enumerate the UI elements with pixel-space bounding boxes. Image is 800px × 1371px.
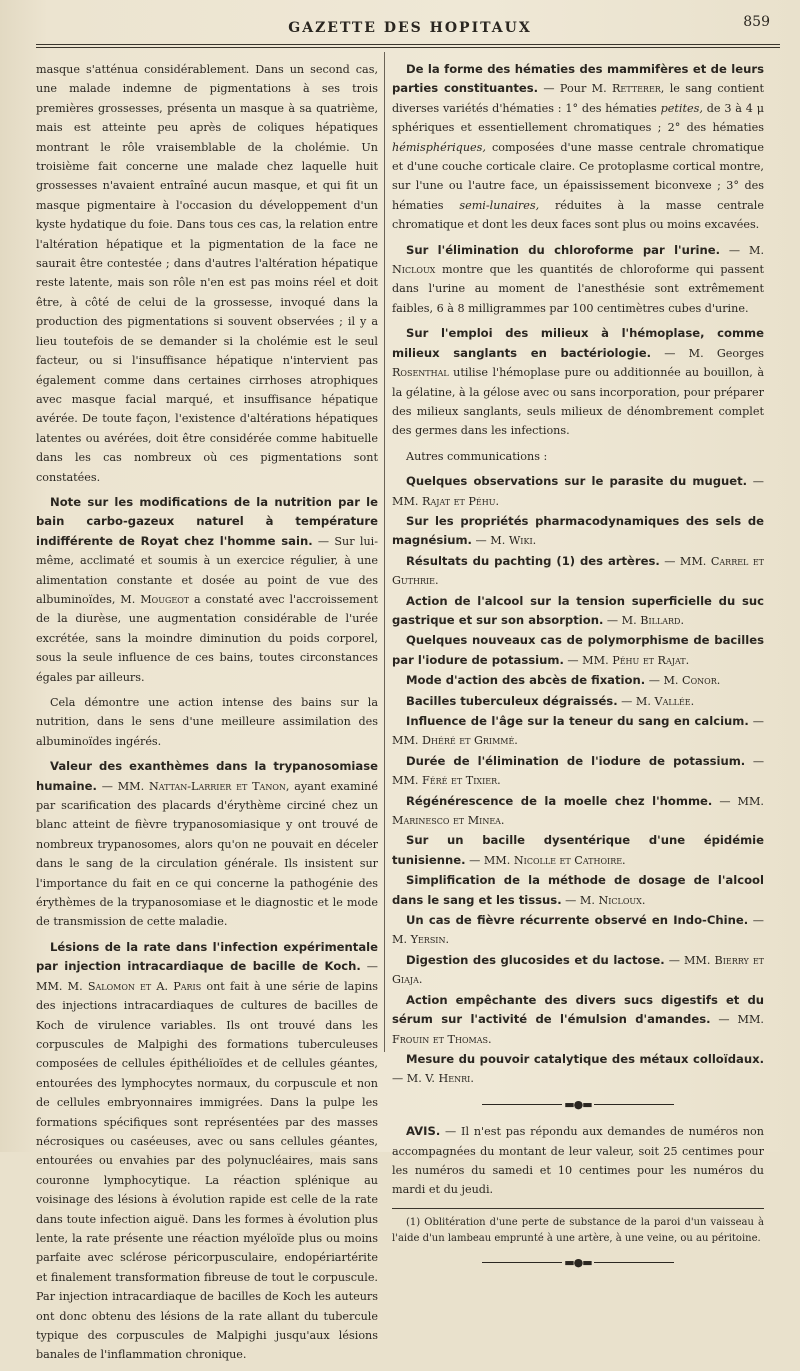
text: — M. bbox=[603, 613, 641, 627]
text: — MM. M. bbox=[36, 960, 378, 993]
communication-title: Mesure du pouvoir catalytique des métaux colloïdaux. bbox=[406, 1051, 764, 1066]
communication-title: Résultats du pachting (1) des artères. bbox=[406, 553, 660, 568]
author-name: Retterer, bbox=[612, 82, 665, 96]
author-name: Rajat et Péhu. bbox=[422, 494, 500, 508]
communication-item bbox=[392, 991, 764, 1049]
notice bbox=[392, 1122, 764, 1200]
text: — M. bbox=[471, 534, 509, 548]
communications-list bbox=[392, 472, 764, 1089]
text: — M. bbox=[645, 674, 683, 688]
text: — MM. bbox=[712, 794, 764, 808]
author-name: Frouin et Thomas. bbox=[392, 1032, 492, 1046]
text: réduites à la masse centrale chromatique et dont les deux faces sont plus ou moins excavées. bbox=[392, 198, 764, 232]
italic-term: hémisphériques, bbox=[392, 140, 486, 154]
communication-title: Régénérescence de la moelle chez l'homme. bbox=[406, 793, 713, 808]
paragraph: masque s'atténua considérablement. Dans un second cas, une malade indemne de pigmentations à ses trois premières grossesses, présenta un masque à sa quatrième, mais est atteinte peu après de coliques hépatiques montrant le rôle vraisemblable de la cholémie. Un troisième fait concerne une malade chez laquelle huit grossesses n'avaient entraîné aucun masque, et qui fit un masque pigmentaire à l'occasion du développement d'un kyste hydatique du foie. Dans tous ces cas, la relation entre l'altération hépatique et la pigmentation de la face ne saurait être contestée ; dans d'autres l'altération hépatique reste latente, mais son rôle n'en est pas moins réel et doit être, à côté de celui de la grossesse, invoqué dans la production des pigmentations si souvent observées ; il y a lieu toutefois de se demander si la cholémie est le seul facteur, ou si l'insuffisance hépatique n'intervient pas également comme dans certaines cirrhoses atrophiques avec masque facial marqué, et insuffisance hépatique avérée. De toute façon, l'existence d'altérations hépatiques latentes ou avérées, doit être considérée comme habituelle dans les cas nombreux où ces pigmentations sont constatées. bbox=[36, 63, 378, 484]
communication-item bbox=[392, 831, 764, 870]
communication-title: Durée de l'élimination de l'iodure de potassium. bbox=[406, 753, 746, 768]
author-name: Nicloux bbox=[392, 263, 436, 277]
text: ont fait à une série de lapins des injections intracardiaques de cultures de bacilles de Koch de virulence variables. Ils ont trouvé dans les corpuscules de Malpighi des formations tuberculeuses composées de cellules épithélioïdes et de cellules géantes, entourées des lymphocytes normaux, du corpuscule et non de cellules embryonnaires immigrées. Dans la pulpe les formations spécifiques sont représentées par des masses nécrosiques ou caséeuses, avec ou sans cellules géantes, entourées ou envahies par des polynucléaires, mais sans couronne lymphocytique. La réaction splénique au voisinage des lésions à évolution rapide est celle de la rate dans toute infection aiguë. Dans les formes à évolution plus lente, la rate présente une réaction myéloïde plus ou moins parfaite avec sclérose péricorpusculaire, endopériartérite et finalement transformation fibreuse de tout le corpuscule. Par injection intracardiaque de bacilles de Koch les auteurs ont donc obtenu des lésions de la rate allant du tubercule typique des corpuscules de Malpighi jusqu'aux lésions banales de l'inflammation chronique. bbox=[36, 979, 379, 1362]
text: — MM. bbox=[392, 715, 764, 748]
right-column bbox=[392, 60, 764, 1280]
author-name: Carrel et Guthrie. bbox=[392, 554, 764, 588]
text: — MM. bbox=[659, 554, 711, 568]
text: — Sur lui-même, acclimaté et soumis à un exercice régulier, à une alimentation constante et dosée au point de vue des albuminoïdes, M. bbox=[36, 534, 379, 606]
author-name: Henri. bbox=[438, 1072, 474, 1086]
communication-item bbox=[392, 1050, 764, 1089]
text: — MM. bbox=[465, 853, 514, 867]
communication-title: Sur un bacille dysentérique d'une épidémie tunisienne. bbox=[392, 833, 764, 867]
text: utilise l'hémoplase pure ou additionnée au bouillon, à la gélatine, à la gélose avec ou sans incorporation, pour préparer des milieux sanglants, seuls milieux de dénombrement complet des germes dans les infections. bbox=[392, 366, 764, 438]
text: ayant examiné par scarification des placards d'érythème circiné chez un blanc atteint de fièvre trypanosomiasique y ont trouvé de nombreux trypanosomes, alors qu'on ne pouvait en déceler dans le sang de la circulation générale. Ils insistent sur l'importance du fait en ce qui concerne la pathogénie des érythèmes de la trypanosomiase et le diagnostic et le mode de transmission de cette maladie. bbox=[36, 779, 378, 929]
journal-title: GAZETTE DES HOPITAUX bbox=[288, 20, 532, 36]
left-column bbox=[36, 60, 378, 1371]
article-hemoplase bbox=[392, 324, 764, 440]
author-name: Nicolle et Cathoire. bbox=[513, 853, 626, 867]
communication-title: Sur les propriétés pharmacodynamiques des sels de magnésium. bbox=[392, 513, 764, 548]
communication-title: Un cas de fièvre récurrente observé en Indo-Chine. bbox=[406, 913, 749, 928]
author-name: Mougeot bbox=[140, 592, 190, 606]
text: — MM. bbox=[664, 953, 715, 967]
communication-item bbox=[392, 692, 764, 711]
communication-item bbox=[392, 752, 764, 791]
author-name: Nicloux. bbox=[598, 893, 646, 907]
text: de 3 à 4 μ sphériques et essentiellement chromatiques ; 2° des hématies bbox=[392, 101, 764, 135]
communication-item bbox=[392, 592, 764, 631]
communication-title: Quelques observations sur le parasite du muguet. bbox=[406, 474, 748, 489]
article-heading: Sur l'emploi des milieux à l'hémoplase, comme milieux sanglants en bactériologie. bbox=[392, 326, 764, 360]
text: a constaté avec l'accroissement de la diurèse, une augmentation considérable de l'urée excrétée, sans la moindre diminution du poids corporel, sous la seule influence de ces bains, toutes circonstances égales par ailleurs. bbox=[36, 592, 378, 684]
text: — M. V. bbox=[392, 1072, 439, 1086]
communication-item bbox=[392, 512, 764, 551]
column-divider bbox=[384, 52, 385, 1052]
article-rate bbox=[36, 938, 378, 1365]
article-heading: Valeur des exanthèmes dans la trypanosomiase humaine. bbox=[36, 759, 378, 793]
section-label: Autres communications : bbox=[406, 449, 548, 463]
author-name: Rosenthal bbox=[392, 366, 449, 380]
communication-item bbox=[392, 871, 764, 910]
author-name: Nattan-Larrier et Tanon, bbox=[148, 779, 290, 793]
footnote: (1) Oblitération d'une perte de substance de la paroi d'un vaisseau à l'aide d'un lambeau emprunté à une artère, à une veine, ou au péritoine. bbox=[392, 1216, 764, 1244]
communication-title: Simplification de la méthode de dosage de l'alcool dans le sang et les tissus. bbox=[392, 873, 764, 907]
communication-item bbox=[392, 472, 764, 511]
author-name: Bierry et Giaja. bbox=[392, 953, 764, 987]
text: — MM. bbox=[392, 754, 765, 788]
text: — Il n'est pas répondu aux demandes de numéros non accompagnées du montant de leur valeur, soit 25 centimes pour les numéros du samedi et 10 centimes pour les numéros du mardi et du jeudi. bbox=[392, 1125, 764, 1197]
italic-term: petites, bbox=[660, 101, 703, 115]
text: — M. bbox=[561, 893, 599, 907]
header-rule-2 bbox=[36, 47, 780, 48]
text: — M. bbox=[720, 243, 764, 257]
text: — M. Georges bbox=[651, 346, 764, 360]
communication-item bbox=[392, 671, 764, 690]
communication-item bbox=[392, 712, 764, 751]
author-name: Marinesco et Minea. bbox=[392, 814, 505, 828]
ornament-divider: ▬●▬ bbox=[392, 1253, 764, 1272]
text: montre que les quantités de chloroforme qui passent dans l'urine au moment de l'anesthésie sont extrêmement faibles, 6 à 8 milligrammes par 100 centimètres cubes d'urine. bbox=[392, 263, 764, 315]
page-header bbox=[40, 12, 780, 42]
communication-title: Quelques nouveaux cas de polymorphisme de bacilles par l'iodure de potassium. bbox=[392, 633, 764, 667]
communication-title: Bacilles tuberculeux dégraissés. bbox=[406, 693, 618, 708]
author-name: Yersin. bbox=[410, 933, 450, 947]
author-name: Féré et Tixier. bbox=[422, 774, 501, 788]
text: — MM. bbox=[563, 653, 613, 667]
author-name: Salomon et A. Paris bbox=[87, 979, 202, 993]
text: — MM. bbox=[710, 1013, 764, 1027]
communication-title: Digestion des glucosides et du lactose. bbox=[406, 952, 665, 967]
communication-item bbox=[392, 631, 764, 670]
header-rule bbox=[36, 44, 780, 45]
communication-title: Action empêchante des divers sucs digestifs et du sérum sur l'activité de l'émulsion d'amandes. bbox=[392, 992, 764, 1027]
article-heading: Sur l'élimination du chloroforme par l'urine. bbox=[406, 242, 721, 257]
text: — M. bbox=[392, 914, 764, 947]
text: — M. bbox=[617, 694, 655, 708]
text: — MM. bbox=[392, 475, 764, 508]
author-name: Conor. bbox=[682, 674, 721, 688]
communication-title: Action de l'alcool sur la tension superficielle du suc gastrique et sur son absorption. bbox=[392, 593, 764, 627]
communication-item bbox=[392, 951, 764, 990]
footnote-rule bbox=[392, 1208, 764, 1209]
text: — MM. bbox=[96, 779, 149, 793]
author-name: Vallée. bbox=[654, 694, 695, 708]
article-heading: De la forme des hématies des mammifères et de leurs parties constituantes. bbox=[392, 62, 764, 96]
article-trypanosomiase bbox=[36, 757, 378, 932]
text: — Pour M. bbox=[538, 82, 612, 96]
italic-term: semi-lunaires, bbox=[459, 198, 540, 212]
article-hematies bbox=[392, 60, 764, 235]
communication-title: Mode d'action des abcès de fixation. bbox=[406, 673, 646, 688]
article-heading: Lésions de la rate dans l'infection expérimentale par injection intracardiaque de bacille de Koch. bbox=[36, 939, 378, 974]
author-name: Péhu et Rajat. bbox=[612, 653, 690, 667]
article-nutrition bbox=[36, 493, 378, 687]
article-chloroforme bbox=[392, 241, 764, 319]
author-name: Billard. bbox=[640, 613, 685, 627]
communication-item bbox=[392, 792, 764, 831]
text: composées d'une masse centrale chromatique et d'une couche corticale claire. Ce protoplasme cortical montre, sur l'une ou l'autre face, un épaississement biconvexe ; 3° des hématies bbox=[392, 140, 764, 212]
paragraph: Cela démontre une action intense des bains sur la nutrition, dans le sens d'une meilleure assimilation des albuminoïdes ingérés. bbox=[36, 696, 378, 748]
article-heading: Note sur les modifications de la nutrition par le bain carbo-gazeux naturel à température indifférente de Royat chez l'homme sain. bbox=[36, 494, 378, 548]
author-name: Dhéré et Grimmé. bbox=[422, 734, 518, 748]
text: le sang contient diverses variétés d'hématies : 1° des hématies bbox=[392, 82, 764, 115]
page-number: 859 bbox=[743, 14, 770, 30]
communication-title: Influence de l'âge sur la teneur du sang en calcium. bbox=[406, 714, 749, 728]
communication-item bbox=[392, 911, 764, 950]
communication-item bbox=[392, 552, 764, 591]
author-name: Wiki. bbox=[508, 534, 537, 548]
ornament-divider: ▬●▬ bbox=[392, 1095, 764, 1114]
notice-label: AVIS. bbox=[406, 1124, 441, 1139]
